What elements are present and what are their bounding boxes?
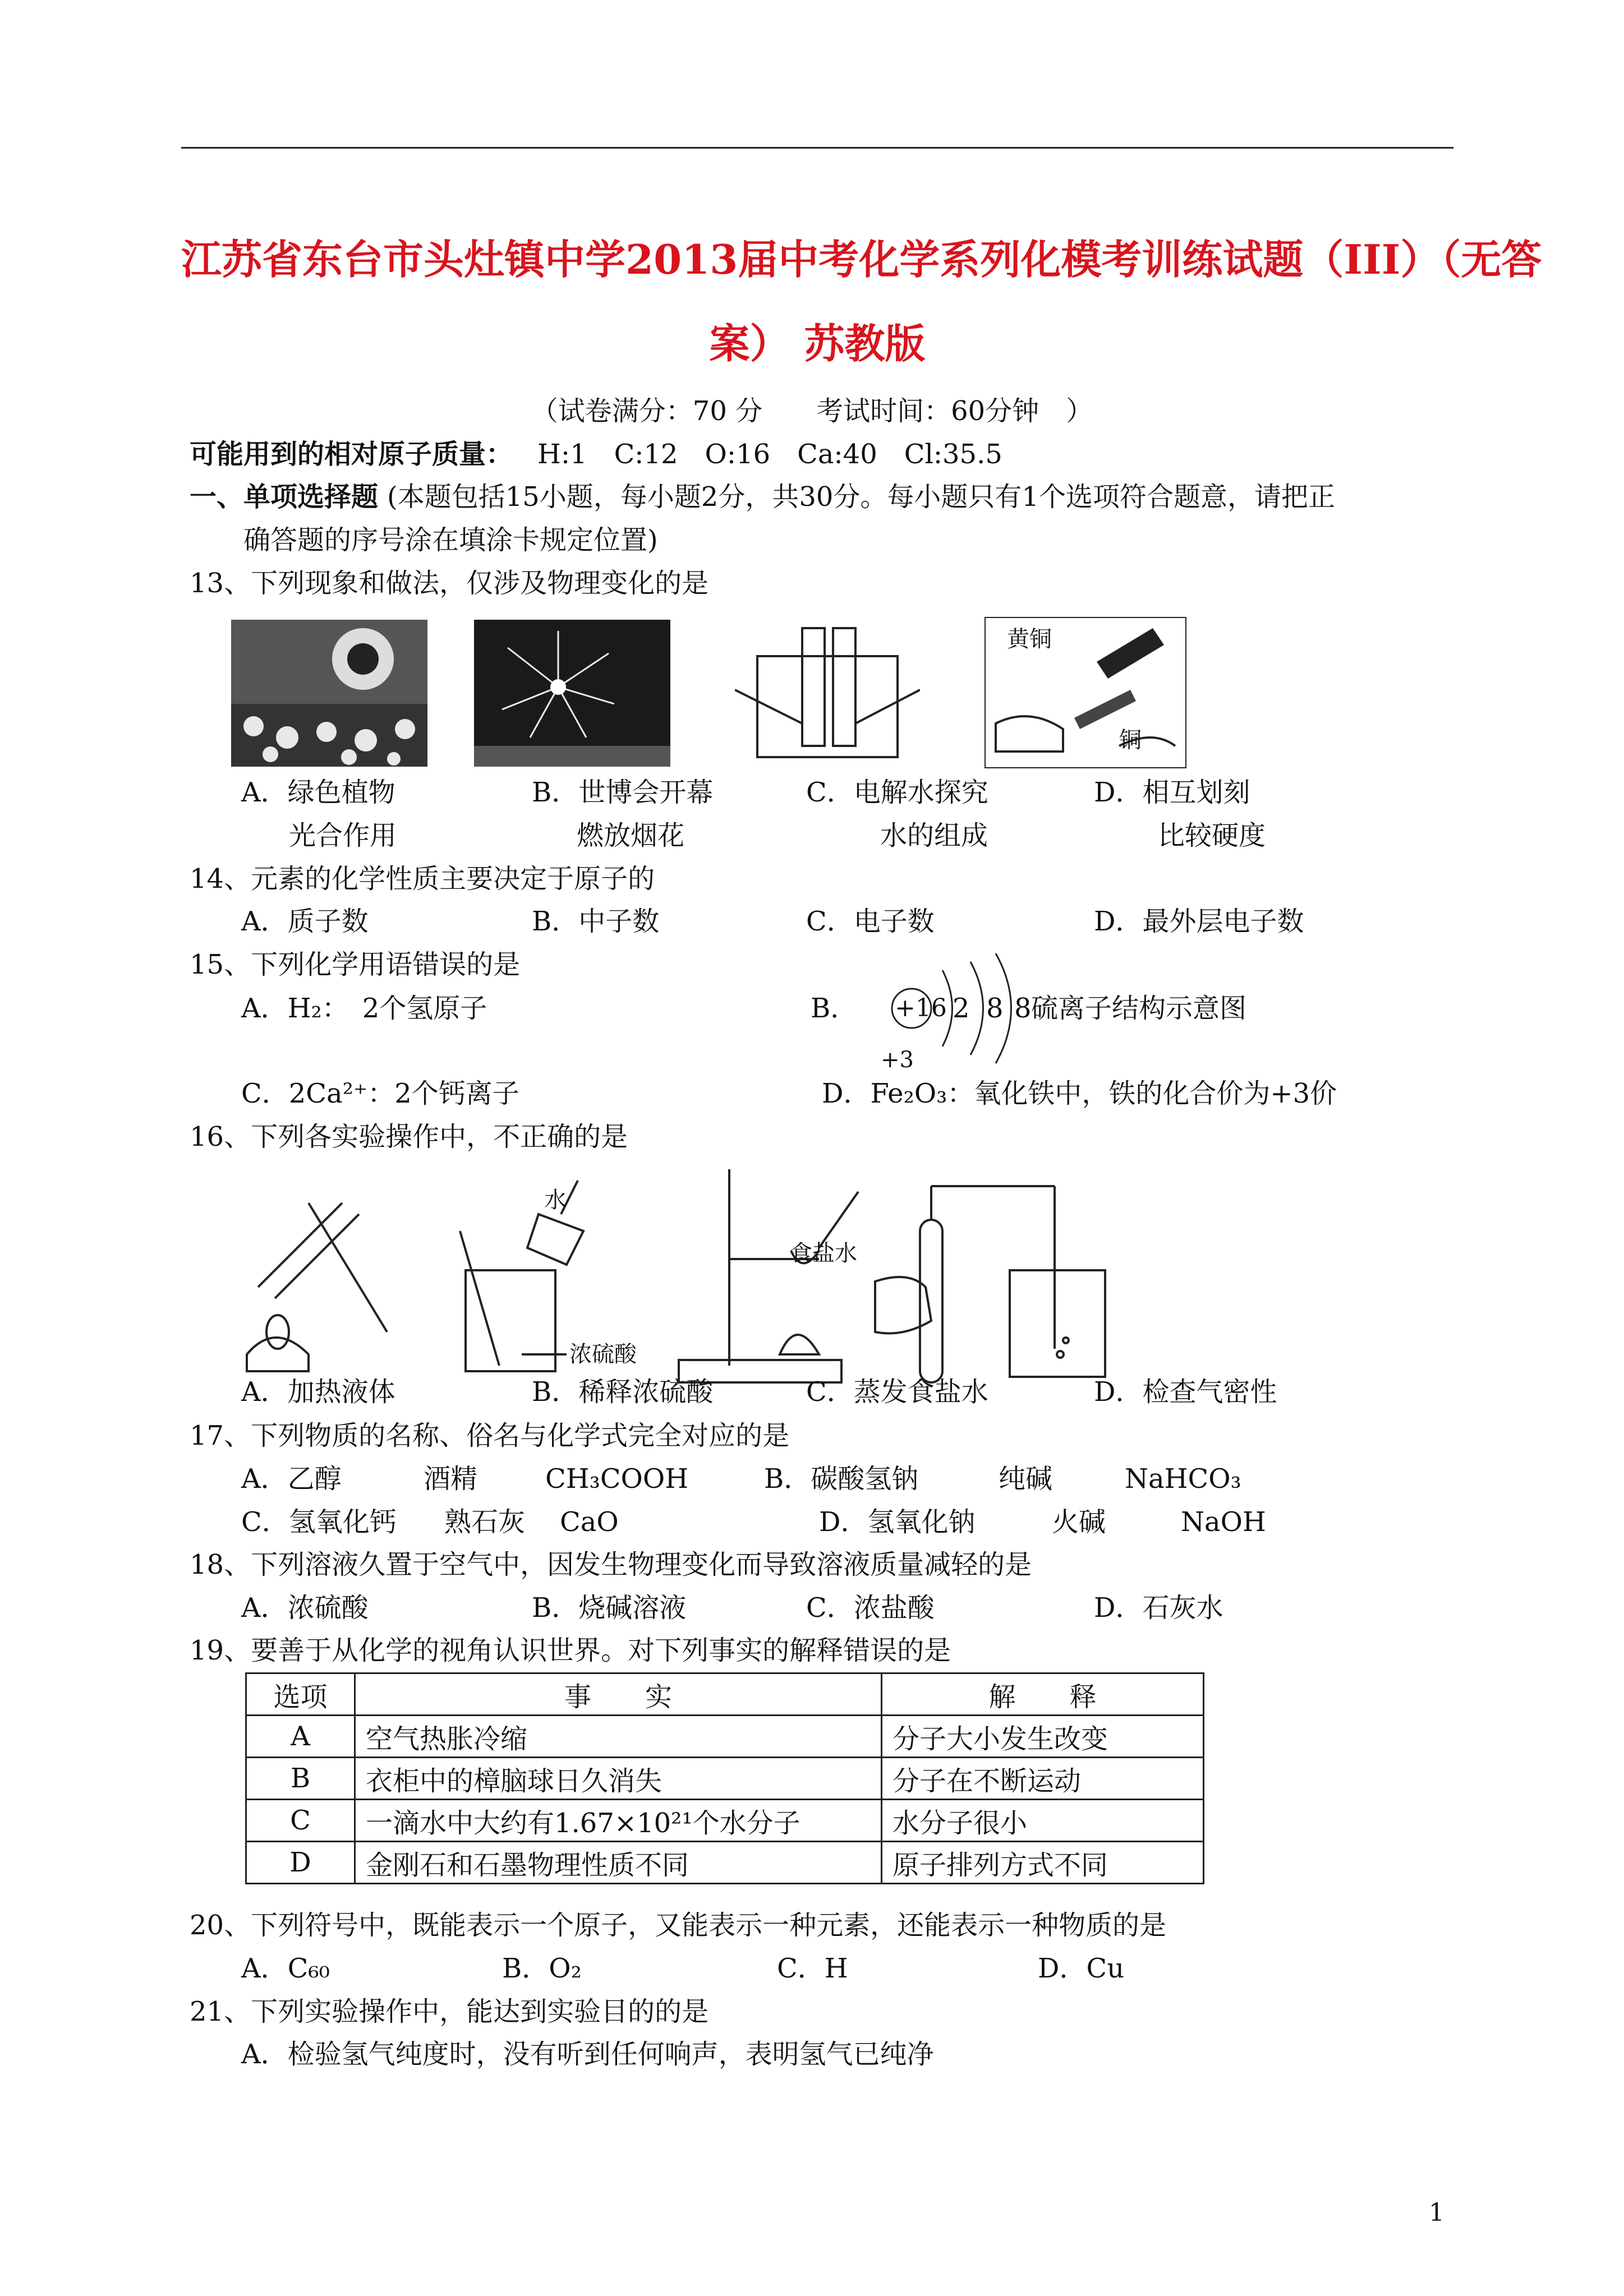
copper-label: 铜 [1119, 727, 1142, 753]
table-row [246, 1842, 1204, 1884]
valence-mark: +3 [881, 1047, 914, 1073]
q21-stem: 21、下列实验操作中，能达到实验目的的是 [190, 1996, 709, 2027]
q16-option-c: C．蒸发食盐水 [806, 1376, 988, 1408]
q16-stem: 16、下列各实验操作中，不正确的是 [190, 1121, 628, 1152]
q14-stem: 14、元素的化学性质主要决定于原子的 [190, 863, 655, 895]
q17-b-common: 纯碱 [999, 1463, 1053, 1495]
q15-stem: 15、下列化学用语错误的是 [190, 949, 521, 980]
q17-b-name: B．碳酸氢钠 [764, 1463, 919, 1495]
q18-option-a: A．浓硫酸 [241, 1592, 369, 1624]
q13-stem: 13、下列现象和做法，仅涉及物理变化的是 [190, 568, 709, 599]
q20-option-c: C．H [777, 1953, 848, 1984]
row-fact: 金刚石和石墨物理性质不同 [355, 1842, 882, 1884]
section-desc-1: (本题包括15小题，每小题2分，共30分。每小题只有1个选项符合题意，请把正 [387, 481, 1335, 513]
section-heading: 一、单项选择题 [190, 481, 379, 513]
q15-option-b-text: 硫离子结构示意图 [1031, 993, 1247, 1024]
table-row [246, 1800, 1204, 1842]
table-row [246, 1716, 1204, 1758]
q13-option-c2: 水的组成 [880, 820, 988, 851]
q16-option-b: B．稀释浓硫酸 [532, 1376, 714, 1408]
table-row [246, 1758, 1204, 1800]
row-explain: 水分子很小 [882, 1800, 1204, 1842]
row-explain: 分子在不断运动 [882, 1758, 1204, 1800]
row-fact: 空气热胀冷缩 [355, 1716, 882, 1758]
shell-1: 2 [953, 993, 970, 1024]
acid-label: 浓硫酸 [569, 1341, 637, 1367]
q15-option-d: D．Fe₂O₃：氧化铁中，铁的化合价为+3价 [822, 1078, 1337, 1109]
q17-d-formula: NaOH [1181, 1506, 1266, 1538]
q17-c-name: C．氢氧化钙 [241, 1506, 397, 1538]
header-rule [181, 147, 1453, 149]
q13-option-a1: A．绿色植物 [241, 777, 395, 808]
q17-a-common: 酒精 [424, 1463, 478, 1495]
shell-3: 8 [1014, 993, 1032, 1024]
row-option: C [246, 1800, 355, 1842]
q15-option-b-label: B． [811, 993, 858, 1024]
q20-stem: 20、下列符号中，既能表示一个原子，又能表示一种元素，还能表示一种物质的是 [190, 1910, 1167, 1941]
q13-option-d2: 比较硬度 [1158, 820, 1266, 851]
row-option: A [246, 1716, 355, 1758]
shell-2: 8 [986, 993, 1004, 1024]
q20-option-d: D．Cu [1038, 1953, 1125, 1984]
water-label: 水 [544, 1187, 567, 1213]
atomic-mass-label: 可能用到的相对原子质量： [190, 439, 513, 470]
q17-c-formula: CaO [560, 1506, 619, 1538]
q14-option-d: D．最外层电子数 [1094, 906, 1304, 937]
salt-water-label: 食盐水 [790, 1241, 857, 1266]
row-fact: 衣柜中的樟脑球日久消失 [355, 1758, 882, 1800]
q17-d-name: D．氢氧化钠 [819, 1506, 976, 1538]
sunflower-image [231, 620, 427, 767]
page-number: 1 [1429, 2198, 1444, 2227]
q18-option-b: B．烧碱溶液 [532, 1592, 687, 1624]
q15-option-c: C．2Ca²⁺：2个钙离子 [241, 1078, 519, 1109]
q13-option-a2: 光合作用 [289, 820, 397, 851]
q17-stem: 17、下列物质的名称、俗名与化学式完全对应的是 [190, 1420, 790, 1451]
header-fact: 事 实 [355, 1673, 882, 1716]
table-header-row [246, 1673, 1204, 1716]
q17-b-formula: NaHCO₃ [1125, 1463, 1241, 1495]
q16-option-a: A．加热液体 [241, 1376, 395, 1408]
electrolysis-image [735, 623, 920, 763]
q14-option-b: B．中子数 [532, 906, 660, 937]
q20-option-b: B．O₂ [502, 1953, 582, 1984]
q18-stem: 18、下列溶液久置于空气中，因发生物理变化而导致溶液质量减轻的是 [190, 1549, 1032, 1580]
q13-option-d1: D．相互划刻 [1094, 777, 1250, 808]
q14-option-c: C．电子数 [806, 906, 935, 937]
header-explain: 解 释 [882, 1673, 1204, 1716]
q19-stem: 19、要善于从化学的视角认识世界。对下列事实的解释错误的是 [190, 1635, 951, 1666]
q15-option-a: A．H₂： 2个氢原子 [241, 993, 487, 1024]
q13-option-c1: C．电解水探究 [806, 777, 988, 808]
section-desc-2: 确答题的序号涂在填涂卡规定位置) [243, 524, 658, 556]
exam-info: （试卷满分：70 分 考试时间：60分钟 ） [531, 395, 1093, 427]
q18-option-d: D．石灰水 [1094, 1592, 1223, 1624]
q14-option-a: A．质子数 [241, 906, 369, 937]
row-option: D [246, 1842, 355, 1884]
q13-option-b1: B．世博会开幕 [532, 777, 714, 808]
q17-a-formula: CH₃COOH [545, 1463, 689, 1495]
row-option: B [246, 1758, 355, 1800]
q21-option-a: A．检验氢气纯度时，没有听到任何响声，表明氢气已纯净 [241, 2039, 934, 2070]
row-fact: 一滴水中大约有1.67×10²¹个水分子 [355, 1800, 882, 1842]
fireworks-image [474, 620, 670, 767]
q13-option-b2: 燃放烟花 [577, 820, 685, 851]
sulfur-nucleus: +16 [895, 994, 947, 1022]
q19-table [245, 1672, 1204, 1884]
brass-label: 黄铜 [1007, 626, 1052, 652]
row-explain: 分子大小发生改变 [882, 1716, 1204, 1758]
header-option: 选项 [246, 1673, 355, 1716]
q20-option-a: A．C₆₀ [241, 1953, 330, 1984]
lab-operations-image [230, 1169, 1144, 1388]
q17-d-common: 火碱 [1052, 1506, 1106, 1538]
atomic-mass-values: H:1 C:12 O:16 Ca:40 Cl:35.5 [537, 439, 1002, 470]
title-line-1: 江苏省东台市头灶镇中学2013届中考化学系列化模考训练试题（III）（无答 [181, 236, 1542, 283]
q17-c-common: 熟石灰 [444, 1506, 526, 1538]
title-line-2: 案） 苏教版 [709, 320, 926, 367]
row-explain: 原子排列方式不同 [882, 1842, 1204, 1884]
q18-option-c: C．浓盐酸 [806, 1592, 935, 1624]
q17-a-name: A．乙醇 [241, 1463, 342, 1495]
q16-option-d: D．检查气密性 [1094, 1376, 1277, 1408]
